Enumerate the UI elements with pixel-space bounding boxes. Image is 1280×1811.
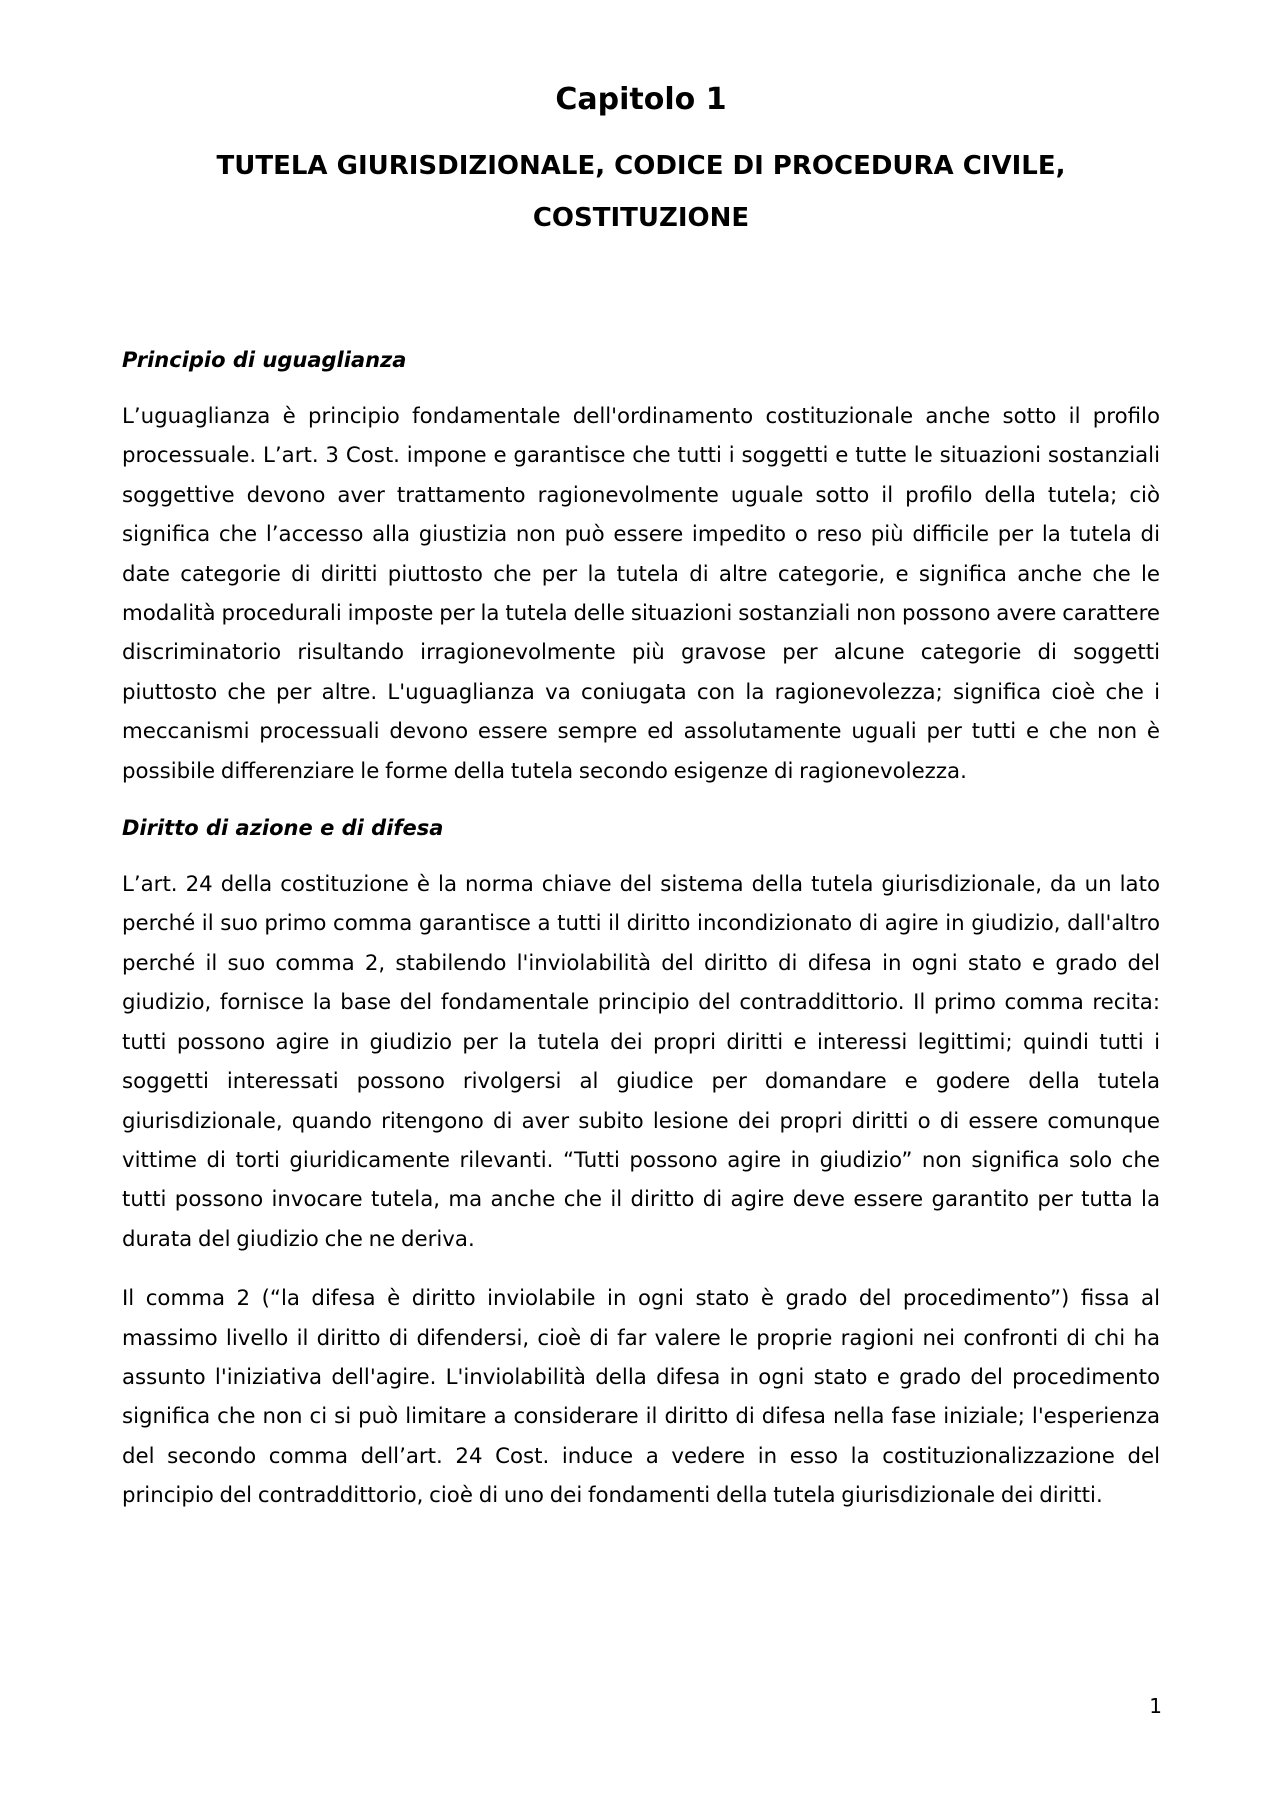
title-block: [122, 78, 1160, 244]
section-heading-azione-difesa: Diritto di azione e di difesa: [122, 816, 444, 841]
page-number: 1: [1149, 1694, 1162, 1718]
chapter-heading: Capitolo 1: [555, 82, 727, 117]
paragraph: L’uguaglianza è principio fondamentale dell'ordinamento costituzionale anche sotto il profilo processuale. L’art. 3 Cost. impone e garantisce che tutti i soggetti e tutte le situazioni sostanziali soggettive devono aver trattamento ragionevolmente uguale sotto il profilo della tutela; ciò significa che l’accesso alla giustizia non può essere impedito o reso più difficile per la tutela di date categorie di diritti piuttosto che per la tutela di altre categorie, e significa anche che le modalità procedurali imposte per la tutela delle situazioni sostanziali non possono avere carattere discriminatorio risultando irragionevolmente più gravose per alcune categorie di soggetti piuttosto che per altre. L'uguaglianza va coniugata con la ragionevolezza; significa cioè che i meccanismi processuali devono essere sempre ed assolutamente uguali per tutti e che non è possibile differenziare le forme della tutela secondo esigenze di ragionevolezza.: [122, 404, 1160, 784]
paragraph: L’art. 24 della costituzione è la norma chiave del sistema della tutela giurisdizionale, da un lato perché il suo primo comma garantisce a tutti il diritto incondizionato di agire in giudizio, dall'altro perché il suo comma 2, stabilendo l'inviolabilità del diritto di difesa in ogni stato e grado del giudizio, fornisce la base del fondamentale principio del contraddittorio. Il primo comma recita: tutti possono agire in giudizio per la tutela dei propri diritti e interessi legittimi; quindi tutti i soggetti interessati possono rivolgersi al giudice per domandare e godere della tutela giurisdizionale, quando ritengono di aver subito lesione dei propri diritti o di essere comunque vittime di torti giuridicamente rilevanti. “Tutti possono agire in giudizio” non significa solo che tutti possono invocare tutela, ma anche che il diritto di agire deve essere garantito per tutta la durata del giudizio che ne deriva.: [122, 872, 1160, 1252]
chapter-title-line-2: COSTITUZIONE: [532, 203, 750, 233]
section-heading-uguaglianza: Principio di uguaglianza: [122, 348, 407, 372]
chapter-title-line-1: TUTELA GIURISDIZIONALE, CODICE DI PROCEDURA CIVILE,: [216, 151, 1066, 181]
paragraph: Il comma 2 (“la difesa è diritto inviolabile in ogni stato è grado del procedimento”) fissa al massimo livello il diritto di difendersi, cioè di far valere le proprie ragioni nei confronti di chi ha assunto l'iniziativa dell'agire. L'inviolabilità della difesa in ogni stato e grado del procedimento significa che non ci si può limitare a considerare il diritto di difesa nella fase iniziale; l'esperienza del secondo comma dell’art. 24 Cost. induce a vedere in esso la costituzionalizzazione del principio del contraddittorio, cioè di uno dei fondamenti della tutela giurisdizionale dei diritti.: [122, 1286, 1160, 1509]
chapter-title: [122, 140, 1160, 244]
document-body: [122, 343, 1160, 1536]
